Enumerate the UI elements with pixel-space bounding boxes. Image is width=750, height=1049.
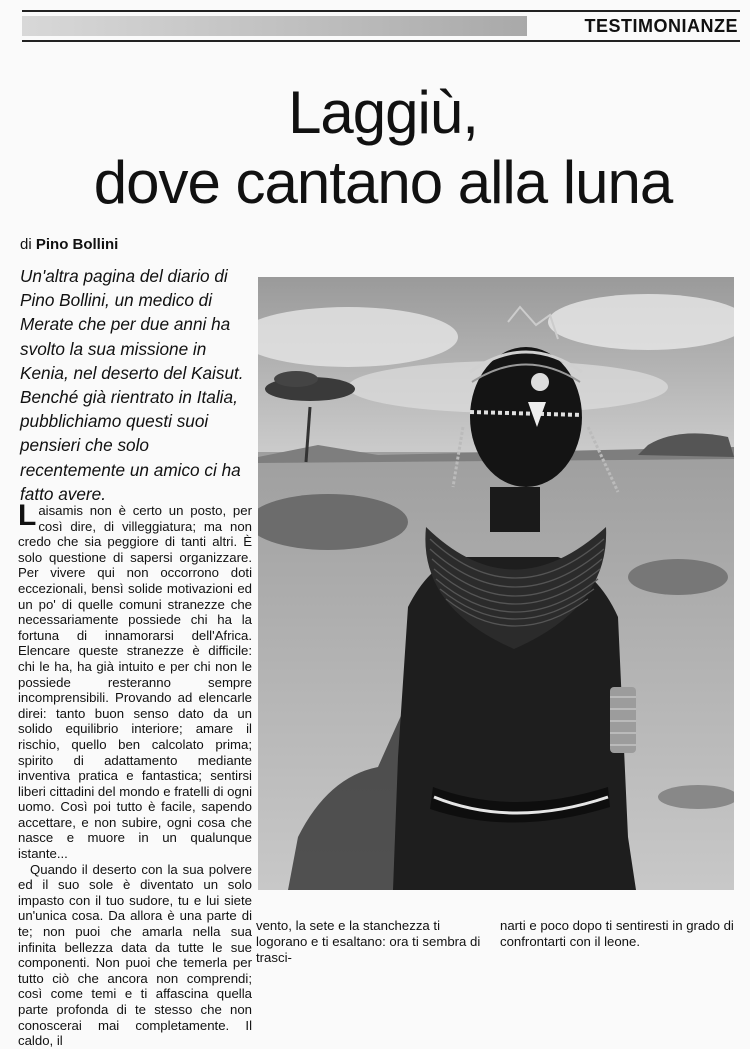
photo-woman-image <box>258 277 734 890</box>
header-bottom-rule <box>22 40 740 42</box>
body-column-3: narti e poco dopo ti sentiresti in grado di confrontarti con il leone. <box>500 918 734 949</box>
article-intro: Un'altra pagina del diario di Pino Bollini, un medico di Merate che per due anni ha svolto la sua missione in Kenia, nel deserto del Kaisut. Benché già rientrato in Italia, pubblichiamo questi suoi pensieri che solo recentemente un amico ci ha fatto avere. <box>20 266 244 504</box>
article-title-line1: Laggiù, <box>288 79 478 146</box>
body-column-1 <box>18 499 252 1049</box>
body-paragraph-2: Quando il deserto con la sua polvere ed il suo sole è diventato un solo impasto con il tuo sudore, tu e lui siete un'unica cosa. Da allora è una parte di te; non puoi che amarla nella sua infinita bellezza data da tutte le sue componenti. Non puoi che temerla per tutto ciò che ancora non comprendi; così come temi e ti affascina quella parte profonda di te stesso che non conoscerai mai completamente. Il caldo, il <box>18 861 252 1049</box>
body-column-2: vento, la sete e la stanchezza ti logorano e ti esaltano: ora ti sembra di trasci- <box>256 918 481 965</box>
byline <box>20 236 118 253</box>
paragraph-1-text: aisamis non è certo un posto, per così dire, di villeggiatura; ma non credo che sia peggiore di tanti altri. È solo questione di sapersi organizzare. Per vivere qui non occorrono doti eccezionali, bensì solide motivazioni ed un po' di quelle comuni stranezze che necessariamente possiede chi ha la fortuna di innamorarsi dell'Africa. Elencare queste stranezze è difficile: chi le ha, ha già intuito e per chi non le possiede resteranno sempre incomprensibili. Provando ad elencarle direi: tanto buon senso dato da un solido equilibrio interiore; amare il rischio, quello ben calcolato prima; spirito di adattamento mediante inventiva pratica e fantastica; sentirsi liberi cittadini del mondo e fratelli di ogni uomo. Così poi tutto è facile, sapendo accettare, e non subire, ogni cosa che nasce e muore in un qualunque istante... <box>18 503 252 862</box>
article-photo <box>258 277 734 890</box>
drop-cap: L <box>18 499 37 532</box>
author-name: Pino Bollini <box>35 236 119 253</box>
section-header <box>22 10 740 40</box>
body-paragraph-1 <box>18 499 252 862</box>
section-label: TESTIMONIANZE <box>577 15 741 37</box>
header-gray-bar <box>22 16 527 36</box>
article-title-line2: dove cantano alla luna <box>93 149 673 216</box>
header-top-rule <box>22 10 740 12</box>
byline-prefix: di <box>20 236 32 253</box>
